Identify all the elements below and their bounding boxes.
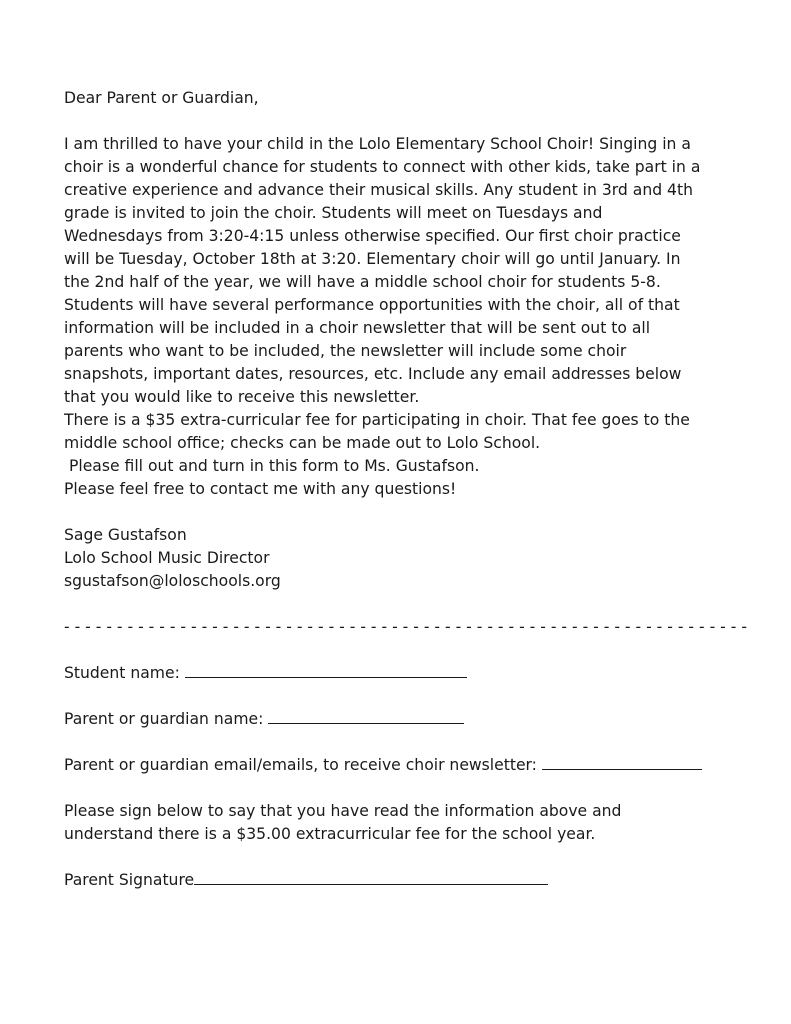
body-line: the 2nd half of the year, we will have a middle school choir for students 5-8. bbox=[64, 273, 661, 291]
body-line: middle school office; checks can be made out to Lolo School. bbox=[64, 434, 541, 452]
sender-name: Sage Gustafson bbox=[64, 526, 187, 544]
email-blank[interactable] bbox=[542, 754, 702, 770]
acknowledgement-text: understand there is a $35.00 extracurricular fee for the school year. bbox=[64, 825, 596, 843]
body-line: snapshots, important dates, resources, etc. Include any email addresses below bbox=[64, 365, 682, 383]
cut-line-divider: - - - - - - - - - - - - - - - - - - - - - - - - - - - - - - - - - - - - - - - - - - - - - - - - - - - - - - - - - - - - - - - - - bbox=[64, 618, 747, 636]
greeting: Dear Parent or Guardian, bbox=[64, 89, 259, 107]
body-line: parents who want to be included, the newsletter will include some choir bbox=[64, 342, 627, 360]
body-line: that you would like to receive this newsletter. bbox=[64, 388, 420, 406]
sender-signature-block bbox=[64, 524, 724, 593]
body-line: There is a $35 extra-curricular fee for participating in choir. That fee goes to the bbox=[64, 411, 690, 429]
letter-body bbox=[64, 133, 724, 501]
body-line: Wednesdays from 3:20-4:15 unless otherwise specified. Our first choir practice bbox=[64, 227, 681, 245]
body-line: I am thrilled to have your child in the Lolo Elementary School Choir! Singing in a bbox=[64, 135, 691, 153]
parent-signature-field bbox=[64, 869, 724, 892]
body-line: Please feel free to contact me with any questions! bbox=[64, 480, 457, 498]
parent-name-blank[interactable] bbox=[268, 708, 464, 724]
student-name-field bbox=[64, 662, 724, 685]
body-line: Please fill out and turn in this form to Ms. Gustafson. bbox=[64, 457, 480, 475]
body-line: creative experience and advance their musical skills. Any student in 3rd and 4th bbox=[64, 181, 693, 199]
parent-name-field bbox=[64, 708, 724, 731]
sender-email: sgustafson@loloschools.org bbox=[64, 572, 281, 590]
body-line: Students will have several performance opportunities with the choir, all of that bbox=[64, 296, 680, 314]
signup-form bbox=[64, 662, 724, 892]
acknowledgement-text: Please sign below to say that you have read the information above and bbox=[64, 802, 622, 820]
letter-page bbox=[64, 87, 747, 892]
email-field bbox=[64, 754, 724, 777]
body-line: information will be included in a choir newsletter that will be sent out to all bbox=[64, 319, 651, 337]
student-name-blank[interactable] bbox=[185, 662, 467, 678]
student-name-label: Student name: bbox=[64, 664, 185, 682]
parent-signature-blank[interactable] bbox=[194, 869, 548, 885]
body-line: choir is a wonderful chance for students to connect with other kids, take part in a bbox=[64, 158, 701, 176]
parent-signature-label: Parent Signature bbox=[64, 871, 195, 889]
parent-name-label: Parent or guardian name: bbox=[64, 710, 269, 728]
body-line: will be Tuesday, October 18th at 3:20. Elementary choir will go until January. In bbox=[64, 250, 681, 268]
body-line: grade is invited to join the choir. Students will meet on Tuesdays and bbox=[64, 204, 603, 222]
sender-title: Lolo School Music Director bbox=[64, 549, 270, 567]
email-label: Parent or guardian email/emails, to receive choir newsletter: bbox=[64, 756, 542, 774]
